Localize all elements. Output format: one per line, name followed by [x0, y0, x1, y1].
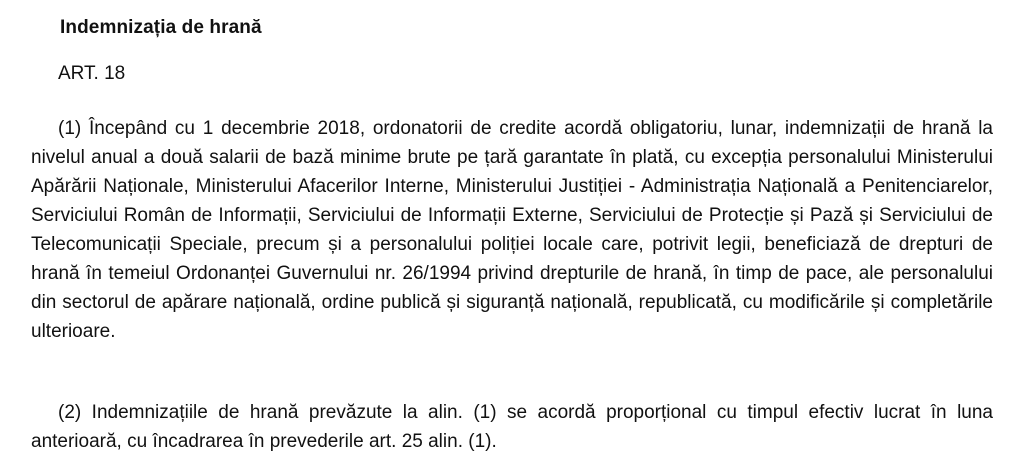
paragraph-1: (1) Începând cu 1 decembrie 2018, ordonatorii de credite acordă obligatoriu, lunar, indemnizații de hrană la nivelul anual a două salarii de bază minime brute pe țară garantate în plată, cu excepția personalului Ministerului Apărării Naționale, Ministerului Afacerilor Interne, Ministerului Justiției - Administrația Națională a Penitenciarelor, Serviciului Român de Informații, Serviciului de Informații Externe, Serviciului de Protecție și Pază și Serviciului de Telecomunicații Speciale, precum și a personalului poliției locale care, potrivit legii, beneficiază de drepturi de hrană în temeiul Ordonanței Guvernului nr. 26/1994 privind drepturile de hrană, în timp de pace, ale personalului din sectorul de apărare națională, ordine publică și siguranță națională, republicată, cu modificările și completările ulterioare.	[31, 118, 993, 342]
section-heading: Indemnizația de hrană	[60, 17, 262, 38]
paragraph-2: (2) Indemnizațiile de hrană prevăzute la alin. (1) se acordă proporțional cu timpul efectiv lucrat în luna anterioară, cu încadrarea în prevederile art. 25 alin. (1).	[31, 402, 993, 452]
article-number: ART. 18	[58, 63, 126, 84]
